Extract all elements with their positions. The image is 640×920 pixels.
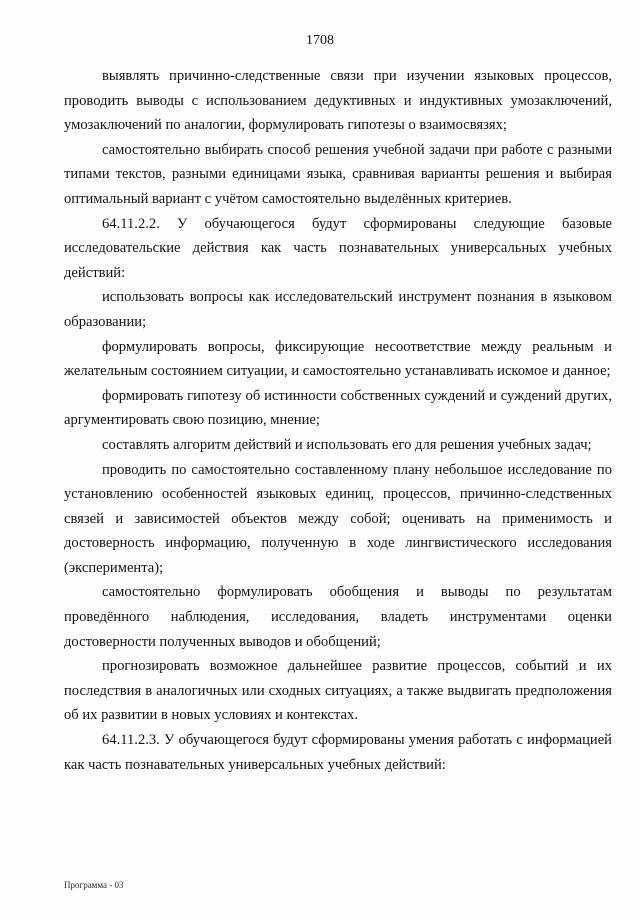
paragraph-generalizations: самостоятельно формулировать обобщения и выводы по результатам проведённого наблюдения, исследования, владеть инструментами оценки достоверности полученных выводов и обобщений;: [64, 584, 612, 650]
paragraph-conduct-research: проводить по самостоятельно составленному плану небольшое исследование по установлению особенностей языковых единиц, процессов, причинно-следственных связей и зависимостей объектов между собой; оценивать на применимость и достоверность информацию, полученную в ходе лингвистического исследования (эксперимента);: [64, 461, 612, 576]
paragraph-section-64-11-2-3: 64.11.2.3. У обучающегося будут сформированы умения работать с информацией как часть познавательных универсальных учебных действий:: [64, 732, 612, 773]
paragraph-choose-method: самостоятельно выбирать способ решения учебной задачи при работе с разными типами текстов, разными единицами языка, сравнивая варианты решения и выбирая оптимальный вариант с учётом самостоятельно выделённых критериев.: [64, 141, 612, 207]
paragraph-cause-effect: выявлять причинно-следственные связи при изучении языковых процессов, проводить выводы с использованием дедуктивных и индуктивных умозаключений, умозаключений по аналогии, формулировать гипотезы о взаимосвязях;: [64, 68, 612, 134]
footer-program-label: Программа - 03: [64, 880, 124, 890]
paragraph-forecast: прогнозировать возможное дальнейшее развитие процессов, событий и их последствия в аналогичных или сходных ситуациях, а также выдвигать предположения об их развитии в новых условиях и контекстах.: [64, 658, 612, 724]
page-number: 1708: [306, 33, 334, 48]
paragraph-use-questions: использовать вопросы как исследовательский инструмент познания в языковом образовании;: [64, 289, 612, 330]
document-body: [64, 64, 612, 777]
paragraph-form-hypothesis: формировать гипотезу об истинности собственных суждений и суждений других, аргументировать свою позицию, мнение;: [64, 387, 612, 429]
paragraph-section-64-11-2-2: 64.11.2.2. У обучающегося будут сформированы следующие базовые исследовательские действия как часть познавательных универсальных учебных действий:: [64, 215, 612, 281]
paragraph-formulate-questions: формулировать вопросы, фиксирующие несоответствие между реальным и желательным состоянием ситуации, и самостоятельно устанавливать искомое и данное;: [64, 338, 612, 380]
paragraph-algorithm: составлять алгоритм действий и использовать его для решения учебных задач;: [102, 436, 592, 453]
